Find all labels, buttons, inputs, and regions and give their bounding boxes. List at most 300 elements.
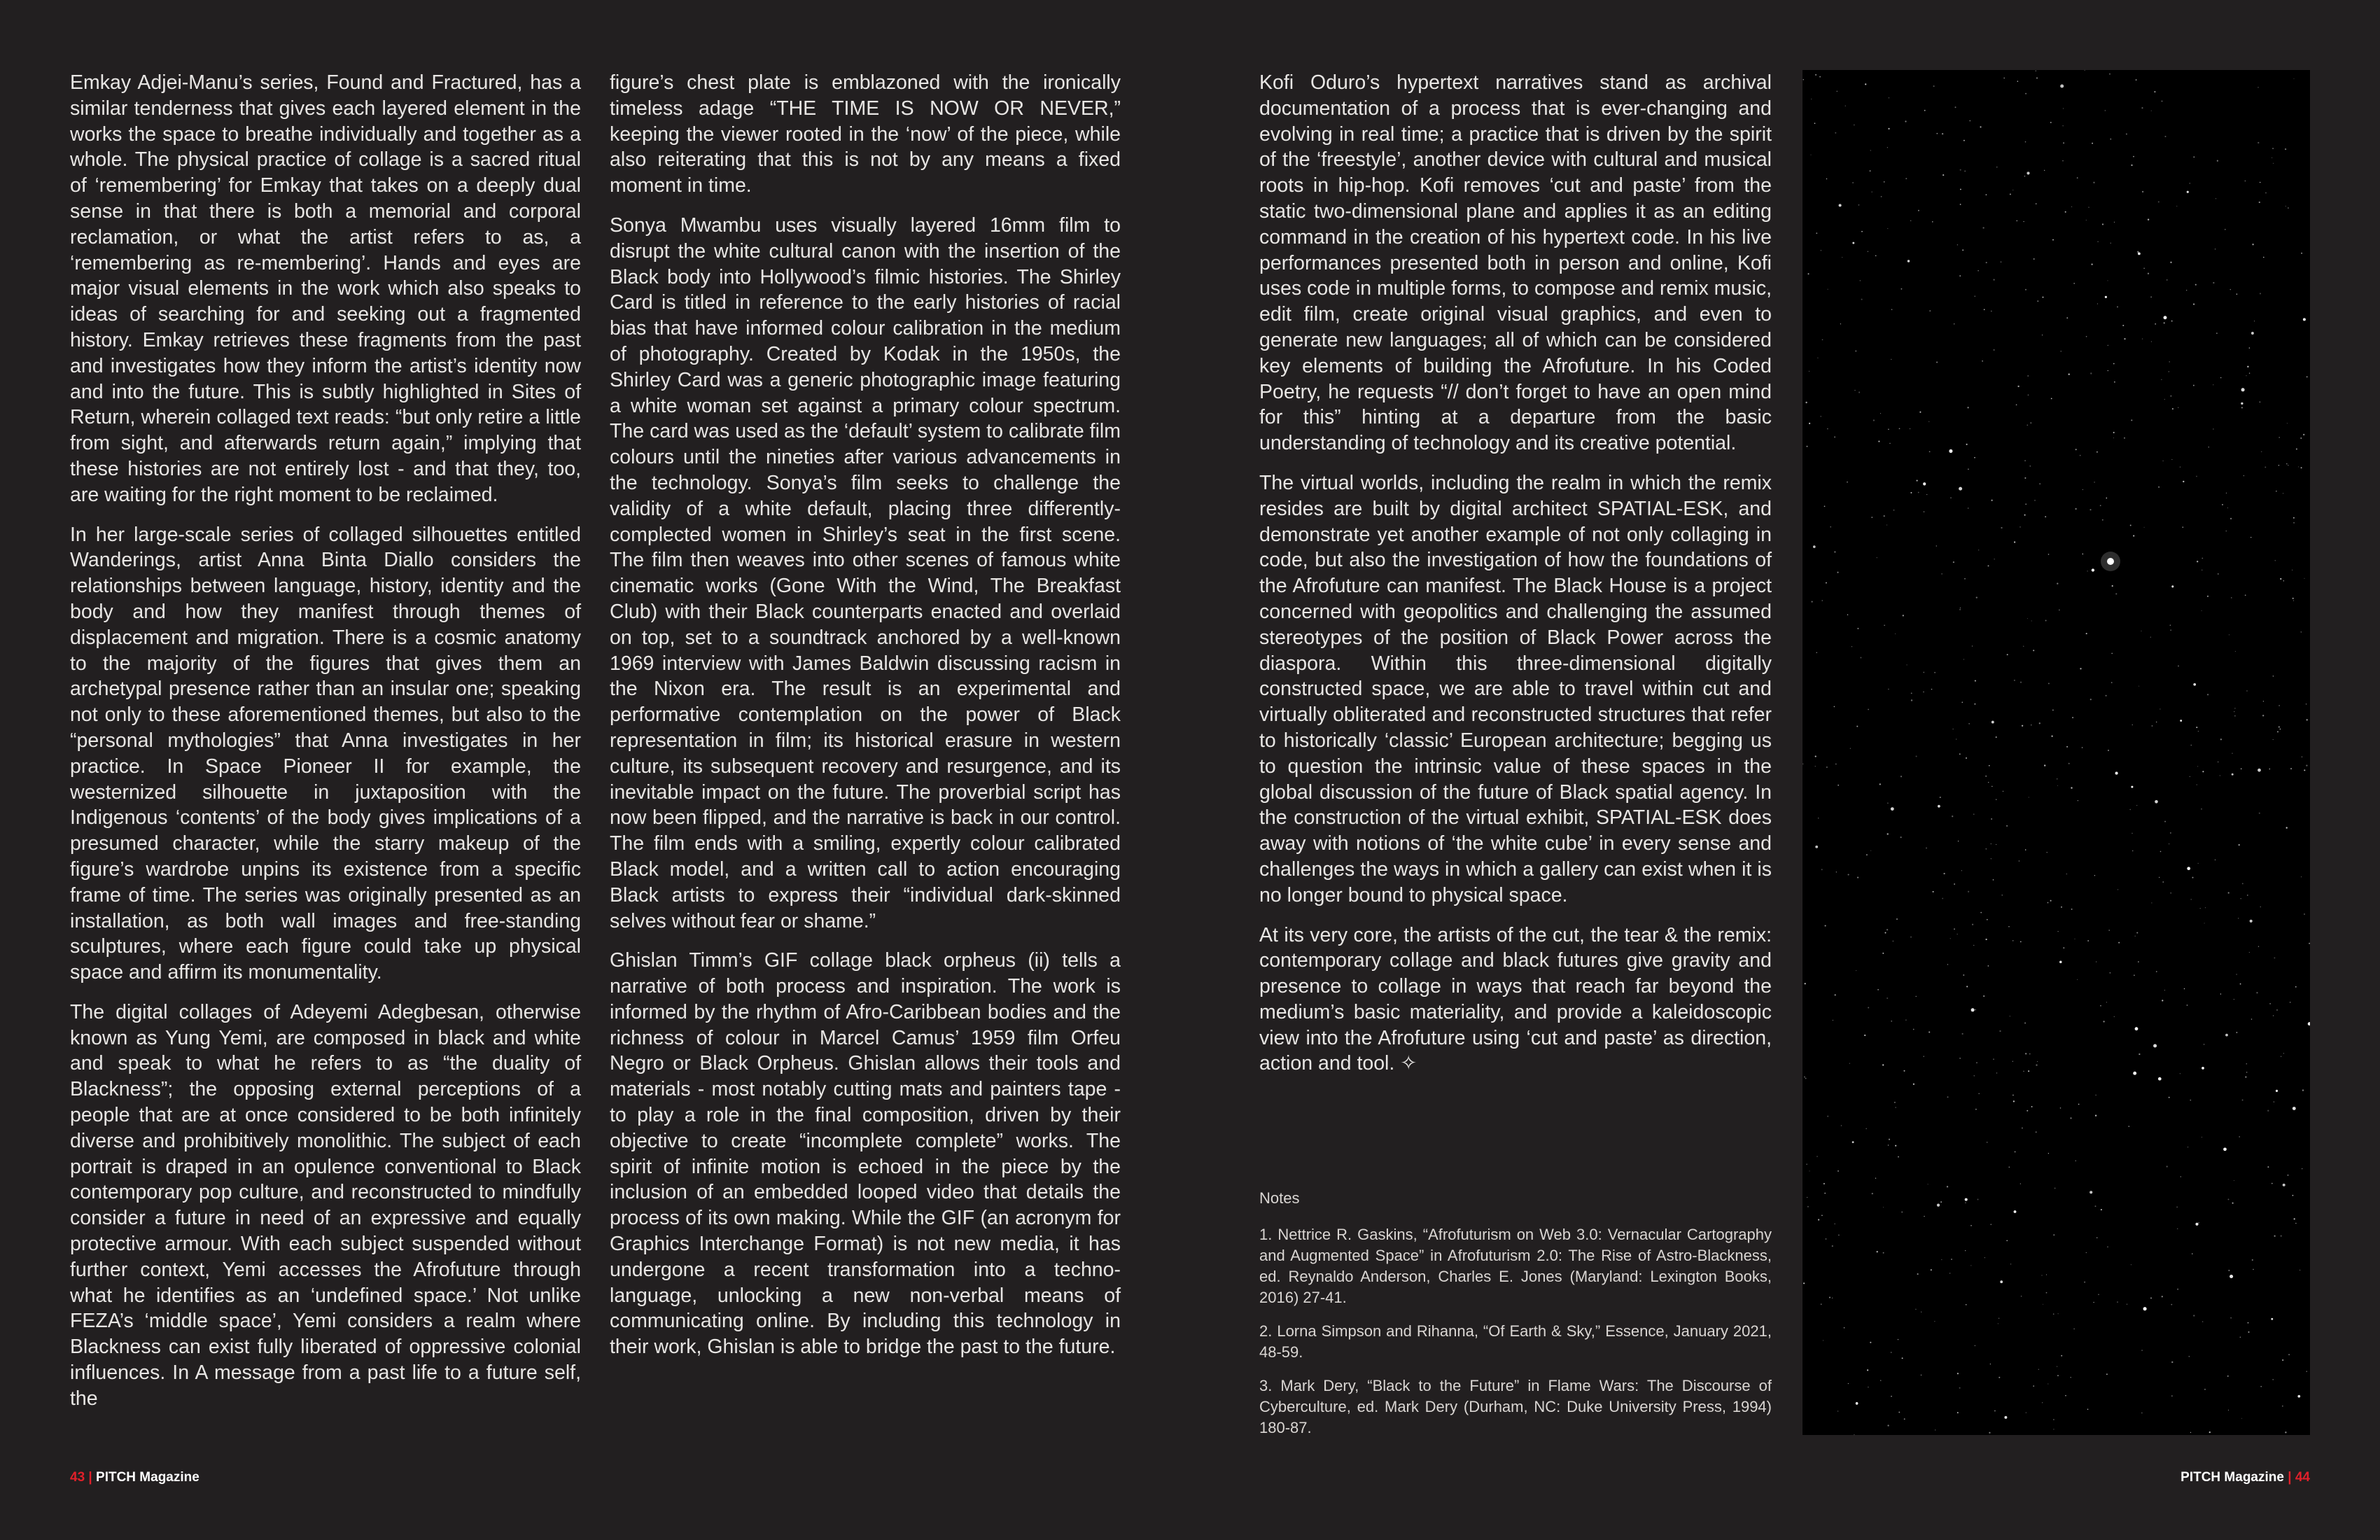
star [2239,844,2240,846]
star [1961,701,1963,703]
star [1888,128,1889,130]
star [1984,309,1985,310]
star [1985,939,1987,940]
star [2177,1289,2178,1290]
star [2260,906,2261,907]
star [2009,1167,2010,1168]
star [1998,1318,1999,1319]
star [1827,1116,1828,1117]
star [2267,1110,2269,1112]
star [2184,988,2185,989]
star [2169,844,2170,845]
star [1858,204,1859,206]
star [2169,1097,2170,1098]
star [2138,1054,2140,1055]
star [1826,178,1827,179]
paragraph-conclusion: At its very core, the artists of the cut, the tear & the remix: contemporary collage and black futures give gravity and presence to collage in ways that reach far beyond the medium’s basic materiality, and provide a kaleidoscopic view into the Afrofuture using ‘cut and paste’ as direction, action and tool. ✧ [1259,923,1772,1075]
star [2057,583,2058,584]
star [1991,818,1992,820]
star [2137,251,2138,253]
star [2241,407,2243,408]
star [1936,545,1937,546]
star [2065,1395,2066,1396]
star [2062,160,2063,161]
star [2160,851,2162,853]
star [1991,786,1993,788]
star [1973,1075,1975,1077]
star [2014,1210,2017,1213]
star [2189,1356,2190,1357]
star [1870,850,1871,851]
star [1918,492,1919,493]
star [2141,107,2143,108]
star [1959,1387,1961,1389]
star [1984,1257,1985,1258]
star [1870,170,1871,172]
star [1877,989,1879,990]
star [1855,351,1856,352]
star [2026,1412,2027,1413]
star [2012,1094,2014,1096]
star [2126,133,2127,134]
star [1942,174,1944,176]
star [2306,704,2307,705]
star [2228,1270,2230,1271]
star [2194,157,2195,158]
star [2016,404,2017,405]
star [2197,561,2198,562]
star [2039,722,2040,724]
star [2028,394,2029,396]
star [1957,1412,1959,1413]
star [2141,1350,2143,1351]
star [1954,928,1955,930]
star [2180,1176,2181,1177]
star [2304,769,2305,771]
star [1883,1252,1884,1254]
star [2193,385,2194,386]
star [1860,657,1861,659]
star [2262,715,2264,716]
star [2080,455,2081,456]
star [1959,487,1962,491]
star [2022,725,2023,727]
star [1824,505,1826,507]
star [2155,323,2156,325]
star [2230,1317,2231,1318]
star [2258,769,2261,772]
star [2274,1101,2275,1102]
star [1998,1377,2000,1378]
star [2293,517,2295,519]
star [1959,275,1961,276]
star [2114,222,2115,223]
star [2260,182,2261,183]
star [2019,526,2021,528]
star [2022,1128,2023,1129]
star [1893,510,1895,511]
star [2036,77,2038,78]
star [2033,1385,2034,1387]
star [1989,1432,1990,1434]
star [1940,797,1941,798]
star [1840,323,1841,324]
star [1824,1193,1826,1194]
star [2245,594,2246,596]
star [2131,419,2132,421]
star [2025,1053,2026,1054]
star [2108,930,2110,931]
star [1982,360,1983,362]
star [2177,1228,2178,1229]
star [1934,1321,1935,1322]
star [2077,979,2078,980]
star [1916,996,1917,997]
star [2151,902,2152,903]
star [2202,558,2203,559]
star [2201,808,2202,810]
star [2247,895,2248,896]
star [1953,561,1954,563]
folio-right [2180,1470,2310,1485]
star [1991,311,1992,312]
star [2024,477,2026,479]
star [2109,74,2110,75]
star [1975,680,1976,682]
star [2227,1376,2229,1377]
star [2060,84,2064,88]
star [2058,1313,2059,1314]
star [1993,1058,1994,1060]
page-number-left: 43 [70,1470,85,1485]
star [1883,1207,1884,1208]
star [1834,706,1835,708]
star [2151,725,2152,727]
star [2248,1331,2249,1333]
star [2196,727,2197,728]
article-column-2 [610,70,1121,1374]
star [2158,201,2160,202]
star [1967,407,1968,408]
star [1936,361,1938,363]
star [2128,1126,2129,1127]
star [2096,451,2098,453]
star [1814,122,1816,124]
star [2001,261,2002,262]
star [1928,421,1929,422]
star [2306,764,2307,766]
star [1976,1062,1977,1063]
star [1856,726,1858,727]
star [2242,1100,2244,1101]
star [1887,802,1889,804]
star [2075,508,2076,510]
star [1841,1125,1842,1126]
star [2228,1198,2230,1200]
star [1852,1141,1854,1143]
star [2134,974,2135,976]
star [2037,300,2038,302]
star [2136,79,2137,80]
star [1942,133,1943,134]
star [2301,253,2302,254]
star [2082,554,2084,555]
star [2092,568,2094,571]
star [2265,192,2267,194]
star [1880,1380,1882,1381]
star [2036,1064,2037,1065]
paragraph-kofi-oduro: Kofi Oduro’s hypertext narratives stand as archival documentation of a process that is ever-changing and evolving in real time; a practice that is driven by the spirit of the ‘freestyle’, another device with cultural and musical roots in hip-hop. Kofi removes ‘cut and paste’ from the static two-dimensional plane and applies it as an editing command in the creation of his hypertext code. In his live performances presented both in person and online, Kofi uses code in multiple forms, to compose and remix music, edit film, create original visual graphics, and even to generate new languages; all of which can be considered key elements of building the Afrofuture. In his Coded Poetry, he requests “// don’t forget to have an open mind for this” hinting at a departure from the basic understanding of technology and its creative potential. [1259,71,1772,455]
star [1891,1352,1892,1353]
star [1858,391,1860,393]
star [2036,203,2037,204]
star [2246,1063,2248,1065]
star [1891,309,1892,310]
star [2132,833,2133,834]
star [1943,873,1945,874]
star [2151,341,2152,342]
star [1816,652,1817,653]
star [1970,1225,1971,1226]
star [2068,374,2070,375]
star [2017,220,2018,222]
star [2101,1209,2102,1210]
star [2076,449,2077,450]
star [1942,898,1943,899]
star [1923,482,1926,485]
star [2171,321,2173,322]
star [2000,1280,2003,1283]
star [2216,332,2218,334]
star [2118,942,2120,944]
star [1952,816,1953,817]
star [2050,900,2052,902]
star [2115,772,2118,775]
star [1959,753,1961,755]
star [2290,768,2292,769]
star [2057,785,2058,786]
notes-title: Notes [1259,1189,1300,1207]
star [1805,1078,1807,1079]
star [2162,1296,2163,1297]
star [2061,1355,2062,1357]
star [2070,1117,2071,1119]
star [1882,953,1884,954]
star [2072,717,2073,718]
star [2259,202,2260,203]
star [2162,881,2164,883]
star [2130,525,2132,526]
star [2217,160,2218,162]
star [2215,248,2216,249]
star [1807,1206,1809,1208]
star [2024,1022,2026,1023]
star [2232,774,2234,776]
star [1891,1396,1892,1397]
star [2096,1237,2098,1238]
star [2230,518,2232,519]
star [1993,879,1994,881]
star [1895,1145,1896,1147]
star [2236,1032,2237,1033]
star [1983,995,1984,997]
star [2272,148,2274,149]
star [1975,704,1976,705]
star [2187,191,2189,193]
star [2272,1379,2273,1380]
star [1941,573,1942,574]
star [2025,141,2026,143]
star [2269,1003,2270,1004]
star [1887,228,1888,229]
star [1850,748,1851,749]
star [2249,347,2250,348]
star [1857,877,1858,878]
star [2100,505,2101,506]
star [2100,1005,2101,1007]
star [2250,920,2253,923]
star [1815,756,1816,757]
star [1960,189,1961,190]
star [2180,720,2182,722]
star [2273,1015,2274,1016]
star [1978,550,1980,551]
star [1957,1373,1959,1374]
star [2045,516,2046,517]
star [2133,156,2134,158]
star [2236,293,2238,295]
star [2070,1377,2071,1378]
star [1975,1009,1976,1011]
star [1975,1109,1977,1110]
star [2136,932,2138,933]
star [2025,289,2026,290]
star [2273,163,2274,164]
star [2228,892,2230,893]
star [1926,848,1927,849]
star [2301,467,2302,468]
star [1848,1383,1849,1384]
star [2133,1072,2136,1075]
star [1980,912,1982,913]
star [1903,1070,1905,1072]
star [1962,249,1963,251]
star [2110,972,2111,974]
note-2: 2. Lorna Simpson and Rihanna, “Of Earth & Sky,” Essence, January 2021, 48-59. [1259,1322,1772,1361]
star [2197,784,2198,785]
star [2143,268,2144,269]
bright-star [2107,558,2114,565]
star [2198,1222,2199,1224]
star [2150,296,2152,298]
starfield-svg [1802,70,2310,1435]
star [2086,336,2087,337]
star [2285,148,2286,150]
star [2017,386,2019,387]
star [2280,729,2281,730]
star [1993,349,1994,351]
star [1816,1156,1818,1157]
star [2264,466,2266,468]
star [1916,755,1917,757]
star [2106,695,2107,696]
page-number-right: 44 [2295,1470,2310,1485]
star [1964,578,1966,580]
star [2300,438,2302,439]
star [2162,101,2163,102]
star [2150,637,2151,638]
star [1821,869,1823,870]
star [1837,572,1838,573]
star [2183,481,2184,482]
star [2278,726,2280,727]
star [2274,957,2275,958]
star [2148,219,2149,220]
star [2260,1386,2262,1387]
star [2113,363,2115,365]
star [1972,645,1973,646]
star [2309,943,2310,944]
star [1856,1402,1858,1405]
star [2294,1218,2295,1219]
star [2302,1089,2304,1091]
magazine-name-left: PITCH Magazine [96,1470,200,1485]
star [2026,172,2029,174]
star [1901,1212,1903,1213]
star [1978,1093,1980,1095]
star [1888,689,1889,690]
star [1910,220,1912,221]
star [1815,74,1816,76]
star [2112,585,2113,587]
star [1898,1156,1899,1158]
star [1966,757,1967,759]
star [1962,1033,1963,1035]
star [2278,705,2279,706]
star [1950,938,1951,939]
star [2283,580,2284,581]
star [2159,877,2160,878]
star [2213,282,2214,284]
star [1931,1269,1932,1270]
star [1937,133,1938,134]
star [2086,1252,2087,1253]
star [2131,164,2132,166]
star [2082,489,2083,490]
star [1959,609,1961,610]
star [2293,78,2294,79]
star [2117,1301,2118,1302]
star [2189,183,2190,184]
star [1875,255,1877,257]
star [1872,1193,1873,1194]
star [2102,519,2104,521]
star [1806,1164,1807,1165]
star [2242,883,2244,884]
star [1834,436,1835,438]
star [2024,460,2026,461]
star [2043,297,2044,298]
star [1924,511,1925,512]
star [2131,1264,2132,1265]
star [1918,210,1919,211]
star [1986,194,1987,195]
star [1826,766,1828,768]
star [1926,494,1927,495]
star [1852,242,1854,244]
star [2077,177,2078,178]
star [1988,965,1989,967]
